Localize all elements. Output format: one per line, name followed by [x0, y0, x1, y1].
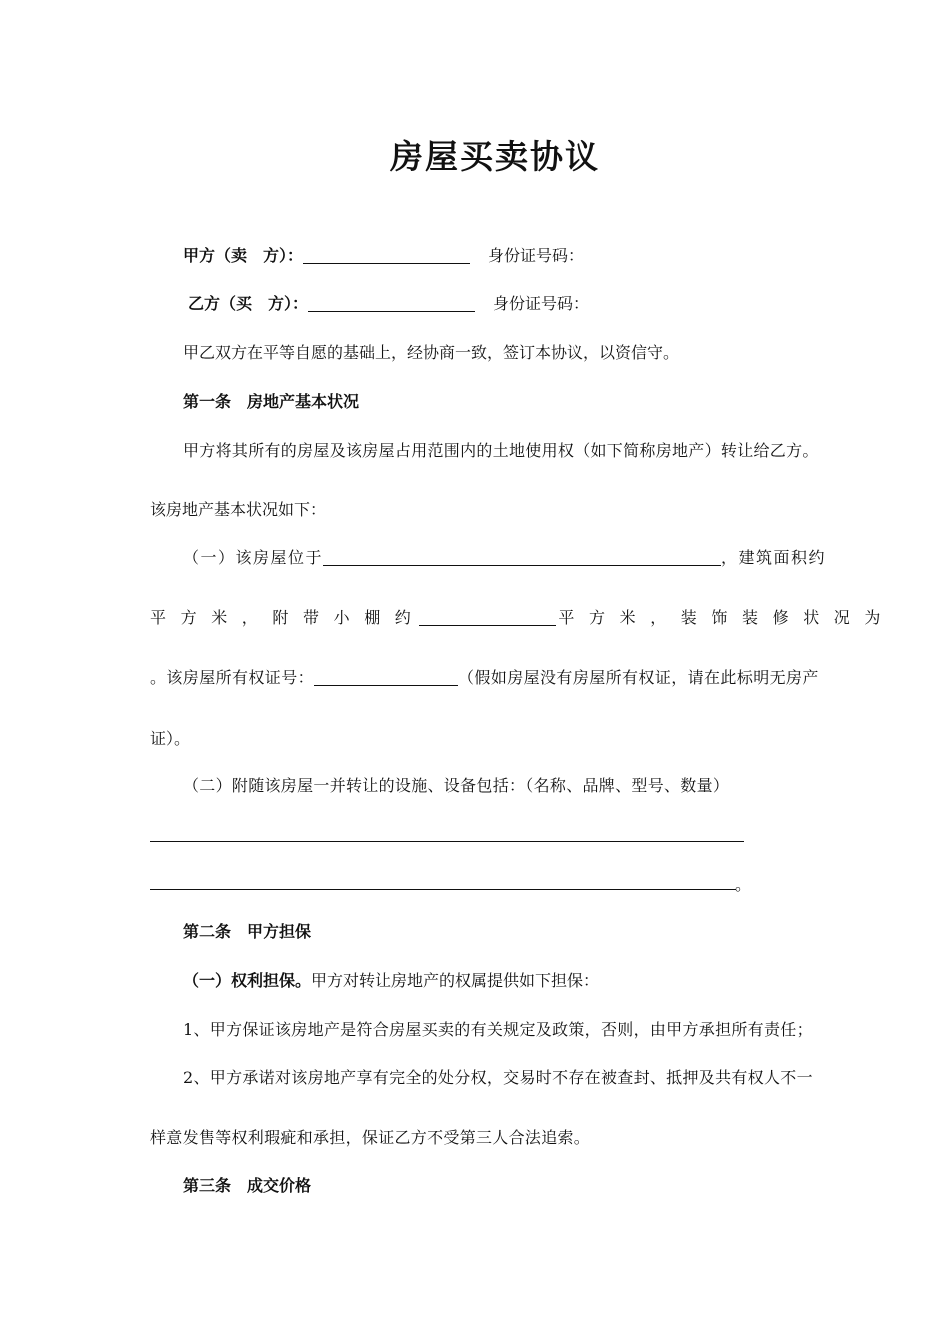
article-1-paragraph-cont: 该房地产基本状况如下： [150, 500, 327, 519]
certificate-prefix: 。该房屋所有权证号： [150, 668, 315, 687]
party-b-name-blank[interactable] [308, 295, 475, 312]
certificate-suffix: （假如房屋没有房屋所有权证，请在此标明无房产 [458, 668, 819, 687]
location-prefix: （一）该房屋位于 [183, 548, 324, 567]
location-line [183, 548, 826, 568]
facilities-blank-1[interactable] [150, 841, 744, 842]
certificate-end: 证）。 [150, 729, 191, 748]
party-b-label: 乙方（买 方）： [188, 294, 309, 313]
page-title: 房屋买卖协议 [390, 137, 600, 176]
party-b-id-label: 身份证号码： [493, 294, 590, 313]
rights-guarantee-title: （一）权利担保。 [183, 971, 312, 990]
guarantee-item-2: 2、甲方承诺对该房地产享有完全的处分权，交易时不存在被查封、抵押及共有权人不一 [183, 1068, 813, 1087]
rights-guarantee-line [183, 971, 599, 991]
facilities-blank-2[interactable] [150, 889, 736, 890]
location-blank[interactable] [323, 549, 721, 566]
shed-area-blank[interactable] [419, 609, 556, 626]
certificate-line [150, 668, 819, 688]
intro-paragraph: 甲乙双方在平等自愿的基础上，经协商一致，签订本协议，以资信守。 [183, 343, 680, 362]
party-a-id-label: 身份证号码： [488, 246, 585, 265]
location-suffix: ，建筑面积约 [721, 548, 827, 567]
party-a-name-blank[interactable] [303, 247, 470, 264]
facilities-blank-end: 。 [735, 875, 752, 894]
party-a-line [183, 246, 584, 266]
article-3-heading: 第三条 成交价格 [183, 1176, 312, 1195]
article-1-heading: 第一条 房地产基本状况 [183, 392, 360, 411]
certificate-blank[interactable] [314, 669, 458, 686]
area-text-b: 平方米，装饰装修状况为 [558, 608, 896, 627]
guarantee-item-2-cont: 样意发售等权利瑕疵和承担，保证乙方不受第三人合法追索。 [150, 1128, 591, 1147]
party-a-label: 甲方（卖 方）： [183, 246, 304, 265]
article-2-heading: 第二条 甲方担保 [183, 922, 312, 941]
area-line [150, 608, 895, 628]
rights-guarantee-text: 甲方对转让房地产的权属提供如下担保： [311, 971, 600, 990]
guarantee-item-1: 1、甲方保证该房地产是符合房屋买卖的有关规定及政策，否则，由甲方承担所有责任； [183, 1020, 813, 1039]
facilities-paragraph: （二）附随该房屋一并转让的设施、设备包括：（名称、品牌、型号、数量） [183, 776, 730, 795]
article-1-paragraph: 甲方将其所有的房屋及该房屋占用范围内的土地使用权（如下简称房地产）转让给乙方。 [183, 441, 819, 460]
area-text-a: 平方米，附带小棚约 [150, 608, 426, 627]
party-b-line [188, 294, 589, 314]
